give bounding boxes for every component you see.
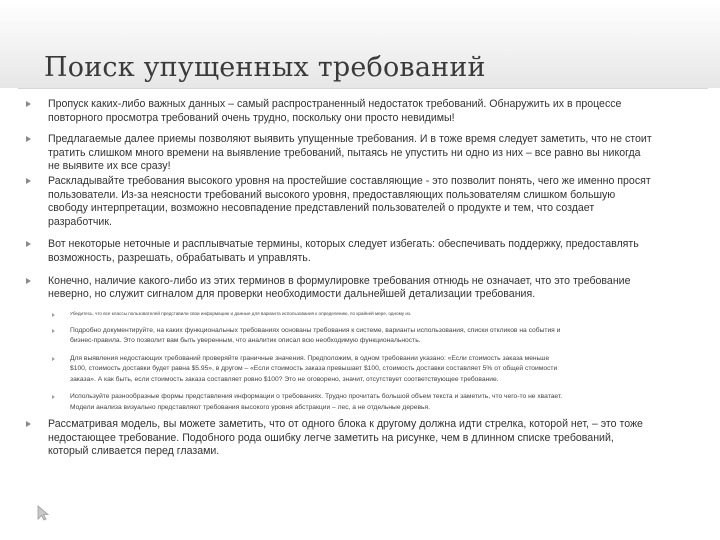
sub-bullet-item: Убедитесь, что все классы пользователей представили свои информацию и данные для варианта использования к определению, по крайней мере, одному из. — [22, 310, 692, 318]
bullet-item: Предлагаемые далее приемы позволяют выявить упущенные требования. И в тоже время следует заметить, что не стоит тратить слишком много времени на выявление требований, пытаясь не упустить ни одно из них – все равно вы никогда не выявите их все сразу! — [22, 133, 692, 174]
triangle-bullet-icon — [52, 329, 55, 333]
bullet-item: Рассматривая модель, вы можете заметить, что от одного блока к другому должна идти стрелка, которой нет, – это тоже недостающее требование. Подобного рода ошибку легче заметить на рисунке, чем в длинном списке требований, который сливается перед глазами. — [22, 418, 692, 459]
pointer-arrow-icon[interactable] — [35, 505, 51, 521]
sub-bullet-item: Используйте разнообразные формы представления информации о требованиях. Трудно прочитать большой объем текста и заметить, что чего-то не хватает. Модели анализа визуально представляют требования высокого уровня абстракции – лес, а не отдельные деревья. — [22, 392, 692, 413]
triangle-bullet-icon — [52, 395, 55, 399]
bullet-item: Пропуск каких-либо важных данных – самый распространенный недостаток требований. Обнаружить их в процессе повторного просмотра требований очень трудно, поскольку они просто невидимы! — [22, 98, 692, 125]
bullet-item: Вот некоторые неточные и расплывчатые термины, которых следует избегать: обеспечивать поддержку, предоставлять возможность, разрешать, обрабатывать и управлять. — [22, 238, 692, 265]
triangle-bullet-icon — [26, 421, 31, 427]
slide-title: Поиск упущенных требований — [44, 52, 486, 83]
triangle-bullet-icon — [52, 313, 55, 317]
sub-bullet-item: Для выявления недостающих требований проверяйте граничные значения. Предположим, в одном требовании указано: «Если стоимость заказа меньше $100, стоимость доставки будет равна $5.95», в другом – «Если стоимость заказа превышает $100, стоимость доставки составляет 5% от общей стоимости заказа». А как быть, если стоимость заказа составляет ровно $100? Это не оговорено, значит, отсутствует соответствующее требование. — [22, 354, 692, 386]
triangle-bullet-icon — [26, 178, 31, 184]
sub-bullet-item: Подробно документируйте, на каких функциональных требованиях основаны требования к системе, варианты использования, списки откликов на события и бизнес-правила. Это позволит вам быть уверенным, что аналитик описал всю необходимую функциональность. — [22, 326, 692, 347]
slide-content — [22, 98, 692, 459]
triangle-bullet-icon — [52, 357, 55, 361]
title-divider — [18, 88, 708, 89]
bullet-item: Раскладывайте требования высокого уровня на простейшие составляющие - это позволит понять, чего же именно просят пользователи. Из-за неясности требований высокого уровня, предоставляющих пользователям слишком большую свободу интерпретации, возможно несовпадение представлений пользователей о продукте и тем, что создает разработчик. — [22, 175, 692, 229]
triangle-bullet-icon — [26, 136, 31, 142]
triangle-bullet-icon — [26, 241, 31, 247]
triangle-bullet-icon — [26, 101, 31, 107]
bullet-item: Конечно, наличие какого-либо из этих терминов в формулировке требования отнюдь не означает, что это требование неверно, но служит сигналом для проверки необходимости дальнейшей детализации требования. — [22, 275, 692, 302]
triangle-bullet-icon — [26, 278, 31, 284]
